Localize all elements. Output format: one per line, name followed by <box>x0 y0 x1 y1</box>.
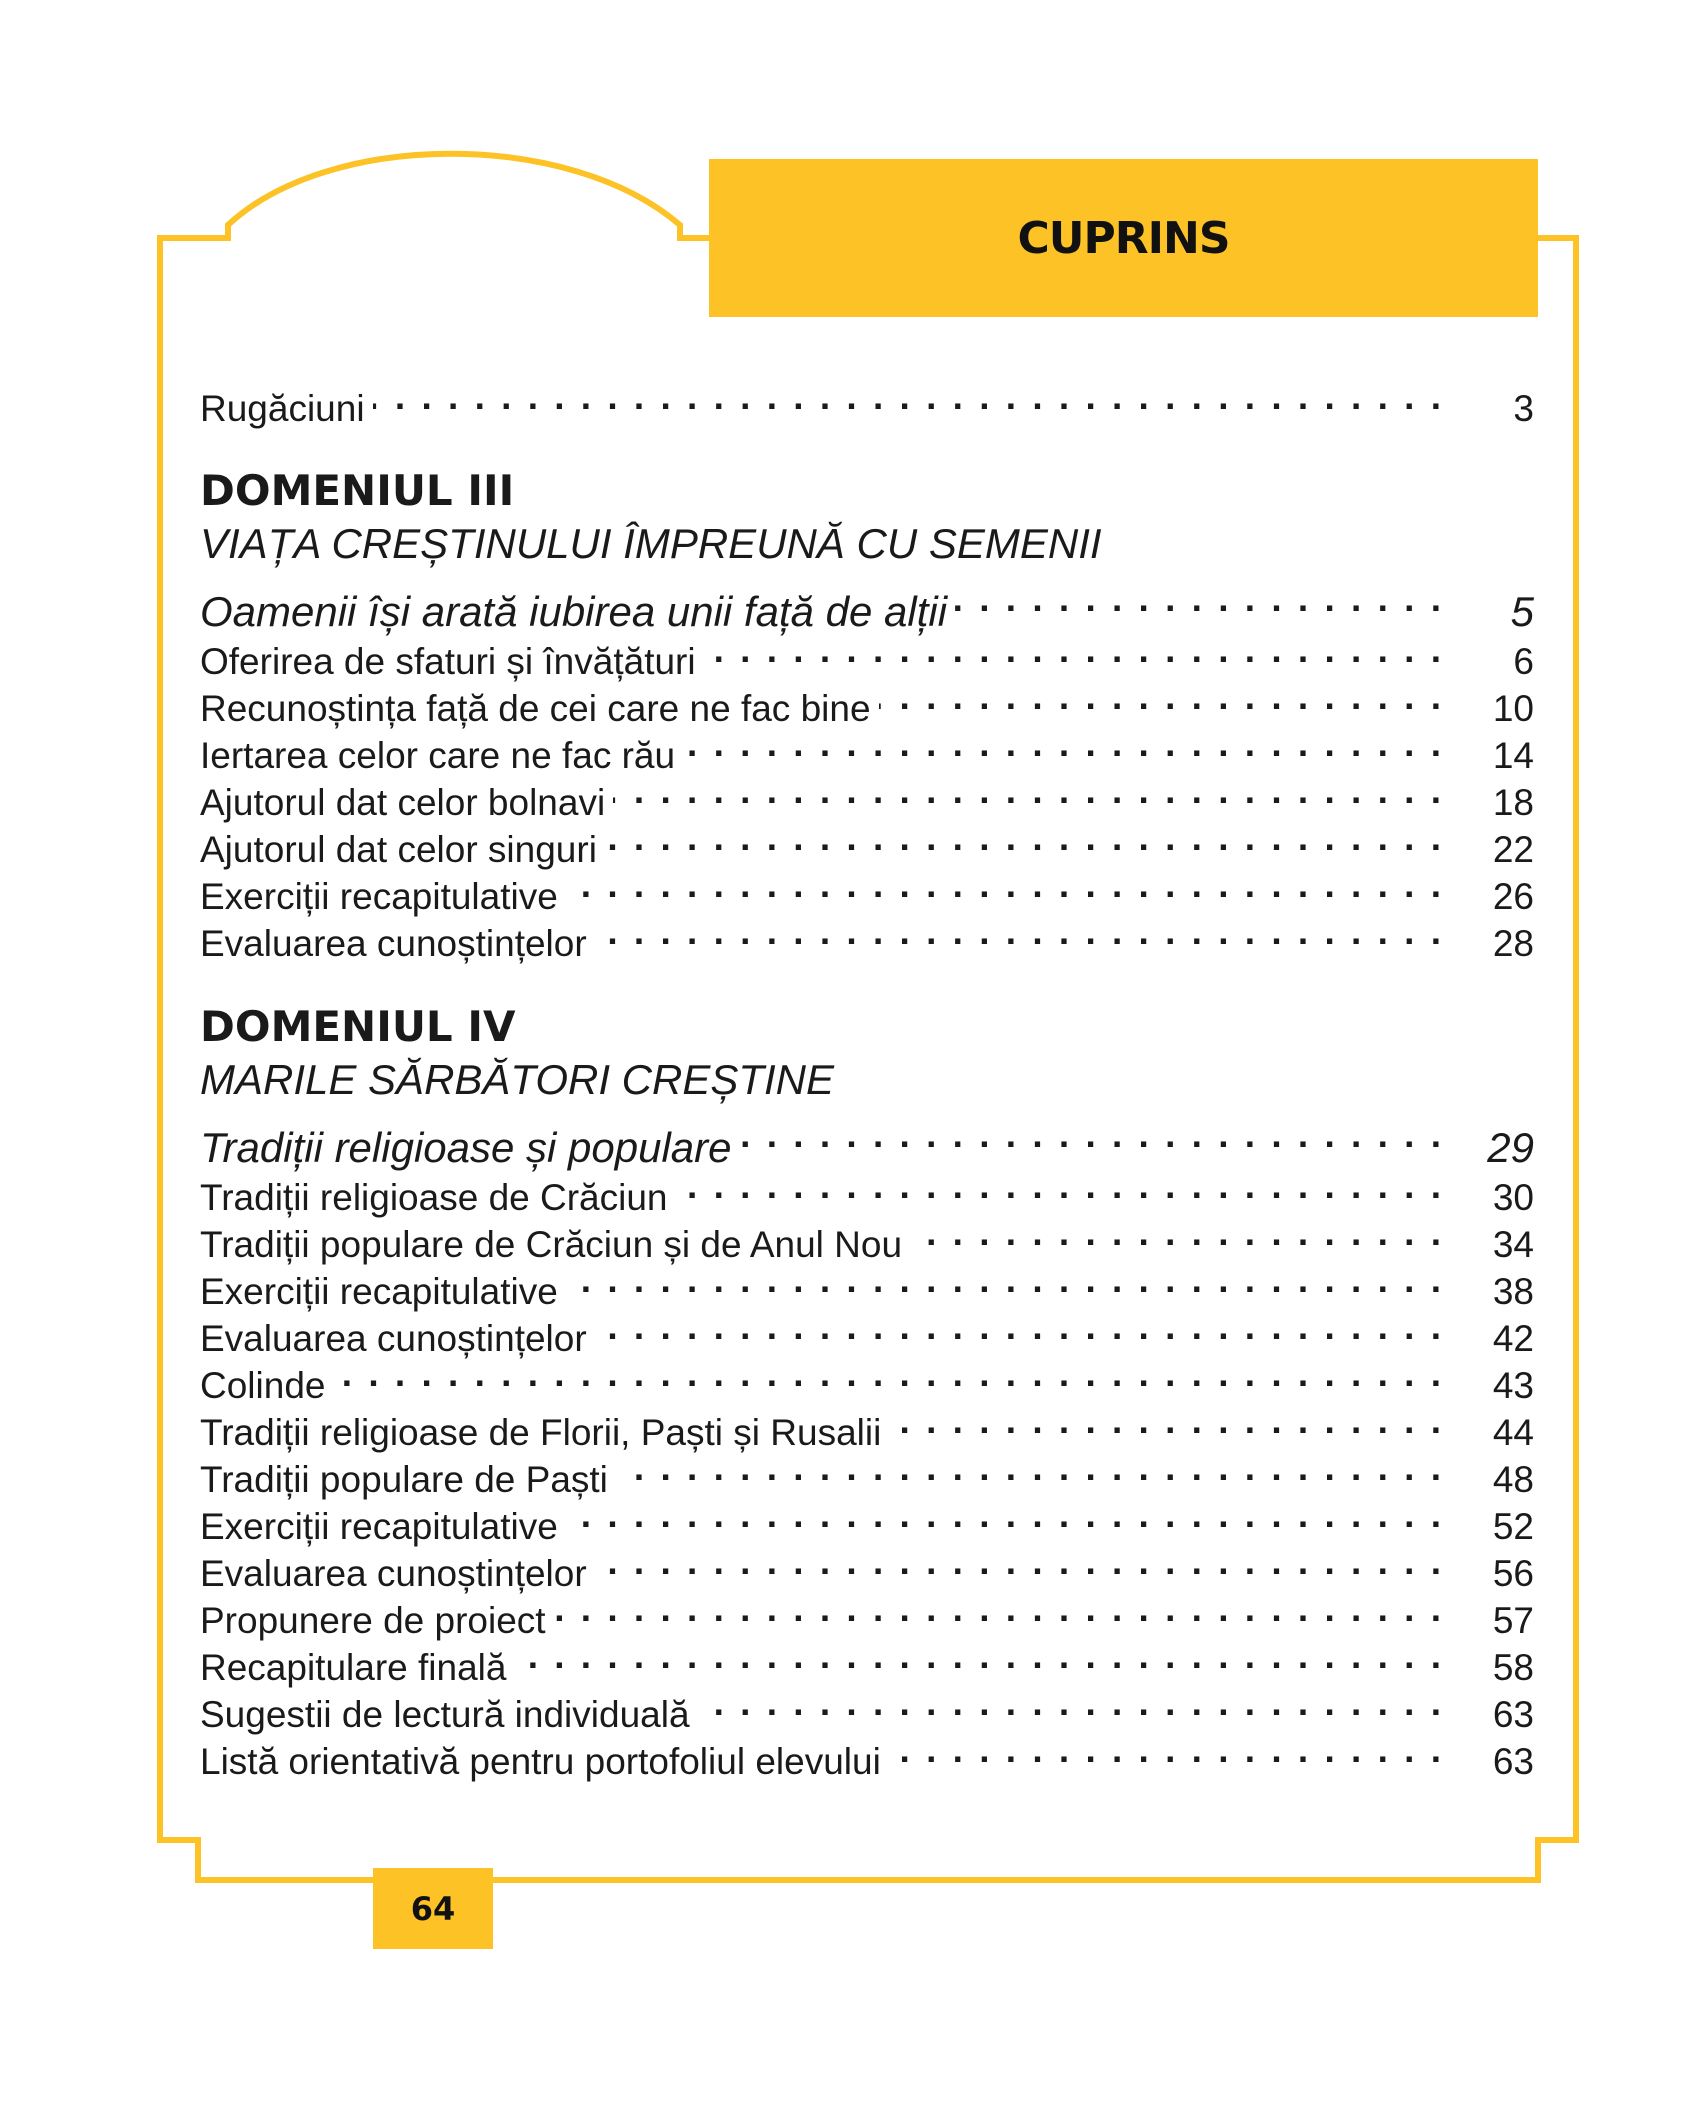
toc-entry-label: Tradiții religioase și populare <box>200 1124 732 1171</box>
toc-entry-page: 6 <box>1513 641 1534 682</box>
dot-leader <box>595 1538 1444 1586</box>
toc-entry-label: Recunoștința față de cei care ne fac bine <box>200 688 871 729</box>
toc-entry[interactable] <box>200 908 1534 964</box>
toc-entry[interactable] <box>200 626 1534 682</box>
dot-leader <box>683 720 1444 768</box>
dot-leader <box>595 908 1444 956</box>
toc-entry-page: 18 <box>1492 782 1534 823</box>
toc-entry-page: 22 <box>1492 829 1534 870</box>
page-number: 64 <box>410 1889 456 1928</box>
toc-entry-page: 48 <box>1492 1459 1534 1500</box>
toc-entry-label: Tradiții populare de Paști <box>200 1459 608 1500</box>
dot-leader <box>879 673 1444 721</box>
toc-entry[interactable] <box>200 1726 1534 1782</box>
toc-entry-label: Exerciții recapitulative <box>200 1506 558 1547</box>
page-number-badge <box>373 1868 493 1949</box>
toc-entry-page: 5 <box>1510 588 1534 635</box>
toc-entry-page: 58 <box>1492 1647 1534 1688</box>
toc-entry[interactable] <box>200 1162 1534 1218</box>
toc-entry-label: Propunere de proiect <box>200 1600 546 1641</box>
dot-leader <box>605 814 1444 862</box>
toc-entry-label: Evaluarea cunoștințelor <box>200 923 587 964</box>
dot-leader <box>514 1632 1444 1680</box>
toc-entry[interactable] <box>200 1108 1534 1171</box>
toc-entry[interactable] <box>200 1491 1534 1547</box>
toc-entry-page: 63 <box>1492 1694 1534 1735</box>
toc-entry-label: Tradiții populare de Crăciun și de Anul Nou <box>200 1224 903 1265</box>
dot-leader <box>566 1256 1444 1304</box>
toc-entry-page: 42 <box>1492 1318 1534 1359</box>
toc-entry-page: 29 <box>1487 1124 1534 1171</box>
toc-entry-label: Iertarea celor care ne fac rău <box>200 735 676 776</box>
toc-entry-label: Tradiții religioase de Crăciun <box>200 1177 668 1218</box>
toc-entry-label: Tradiții religioase de Florii, Paști și Rusalii <box>200 1412 882 1453</box>
toc-entry[interactable] <box>200 1632 1534 1688</box>
toc-entry-page: 56 <box>1492 1553 1534 1594</box>
page-title: CUPRINS <box>1017 212 1230 264</box>
toc-entry-label: Oamenii își arată iubirea unii față de alții <box>200 588 948 635</box>
dot-leader <box>566 1491 1444 1539</box>
toc-entry-page: 28 <box>1492 923 1534 964</box>
toc-entry-label: Listă orientativă pentru portofoliul elevului <box>200 1741 881 1782</box>
dot-leader <box>704 626 1444 674</box>
dot-leader <box>333 1350 1444 1398</box>
toc-entry-label: Recapitulare finală <box>200 1647 507 1688</box>
dot-leader <box>616 1444 1444 1492</box>
toc-entry[interactable] <box>200 814 1534 870</box>
toc-entry[interactable] <box>200 861 1534 917</box>
dot-leader <box>739 1108 1444 1162</box>
toc-entry[interactable] <box>200 373 1534 429</box>
dot-leader <box>889 1726 1444 1774</box>
toc-entry-page: 38 <box>1492 1271 1534 1312</box>
toc-entry-label: Oferirea de sfaturi și învățături <box>200 641 696 682</box>
toc-entry[interactable] <box>200 1397 1534 1453</box>
toc-entry-page: 63 <box>1492 1741 1534 1782</box>
toc-entry-label: Ajutorul dat celor bolnavi <box>200 782 606 823</box>
toc-entry-page: 10 <box>1492 688 1534 729</box>
dot-leader <box>698 1679 1444 1727</box>
toc-entry-page: 52 <box>1492 1506 1534 1547</box>
toc-entry-page: 43 <box>1492 1365 1534 1406</box>
toc-entry[interactable] <box>200 1350 1534 1406</box>
domain-heading: DOMENIUL III <box>200 466 515 515</box>
toc-entry[interactable] <box>200 1585 1534 1641</box>
dot-leader <box>676 1162 1444 1210</box>
toc-entry[interactable] <box>200 1679 1534 1735</box>
domain-subtitle: VIAȚA CREȘTINULUI ÎMPREUNĂ CU SEMENII <box>200 520 1102 567</box>
toc-entry[interactable] <box>200 1209 1534 1265</box>
toc-entry-page: 30 <box>1492 1177 1534 1218</box>
toc-entry[interactable] <box>200 1303 1534 1359</box>
toc-entry-label: Sugestii de lectură individuală <box>200 1694 690 1735</box>
toc-entry-label: Exerciții recapitulative <box>200 876 558 917</box>
title-banner <box>709 159 1538 317</box>
toc-entry-page: 34 <box>1492 1224 1534 1265</box>
dot-leader <box>566 861 1444 909</box>
domain-subtitle: MARILE SĂRBĂTORI CREȘTINE <box>200 1056 835 1103</box>
toc-entry-label: Evaluarea cunoștințelor <box>200 1318 587 1359</box>
toc-entry[interactable] <box>200 572 1534 635</box>
toc-entry[interactable] <box>200 673 1534 729</box>
toc-entry[interactable] <box>200 720 1534 776</box>
toc-entry[interactable] <box>200 767 1534 823</box>
toc-entry-page: 26 <box>1492 876 1534 917</box>
dot-leader <box>955 572 1444 626</box>
toc-entry-label: Exerciții recapitulative <box>200 1271 558 1312</box>
toc-entry-page: 57 <box>1492 1600 1534 1641</box>
dot-leader <box>613 767 1444 815</box>
dot-leader <box>910 1209 1444 1257</box>
toc-entry-page: 14 <box>1492 735 1534 776</box>
dot-leader <box>595 1303 1444 1351</box>
toc-entry[interactable] <box>200 1256 1534 1312</box>
toc-entry-label: Rugăciuni <box>200 388 365 429</box>
toc-entry-label: Ajutorul dat celor singuri <box>200 829 597 870</box>
dot-leader <box>373 373 1444 421</box>
toc-entry-label: Colinde <box>200 1365 326 1406</box>
dot-leader <box>889 1397 1444 1445</box>
toc-entry-page: 44 <box>1492 1412 1534 1453</box>
toc-entry[interactable] <box>200 1444 1534 1500</box>
toc-entry-page: 3 <box>1513 388 1534 429</box>
domain-heading: DOMENIUL IV <box>200 1002 516 1051</box>
toc-entry[interactable] <box>200 1538 1534 1594</box>
dot-leader <box>554 1585 1444 1633</box>
toc-entry-label: Evaluarea cunoștințelor <box>200 1553 587 1594</box>
